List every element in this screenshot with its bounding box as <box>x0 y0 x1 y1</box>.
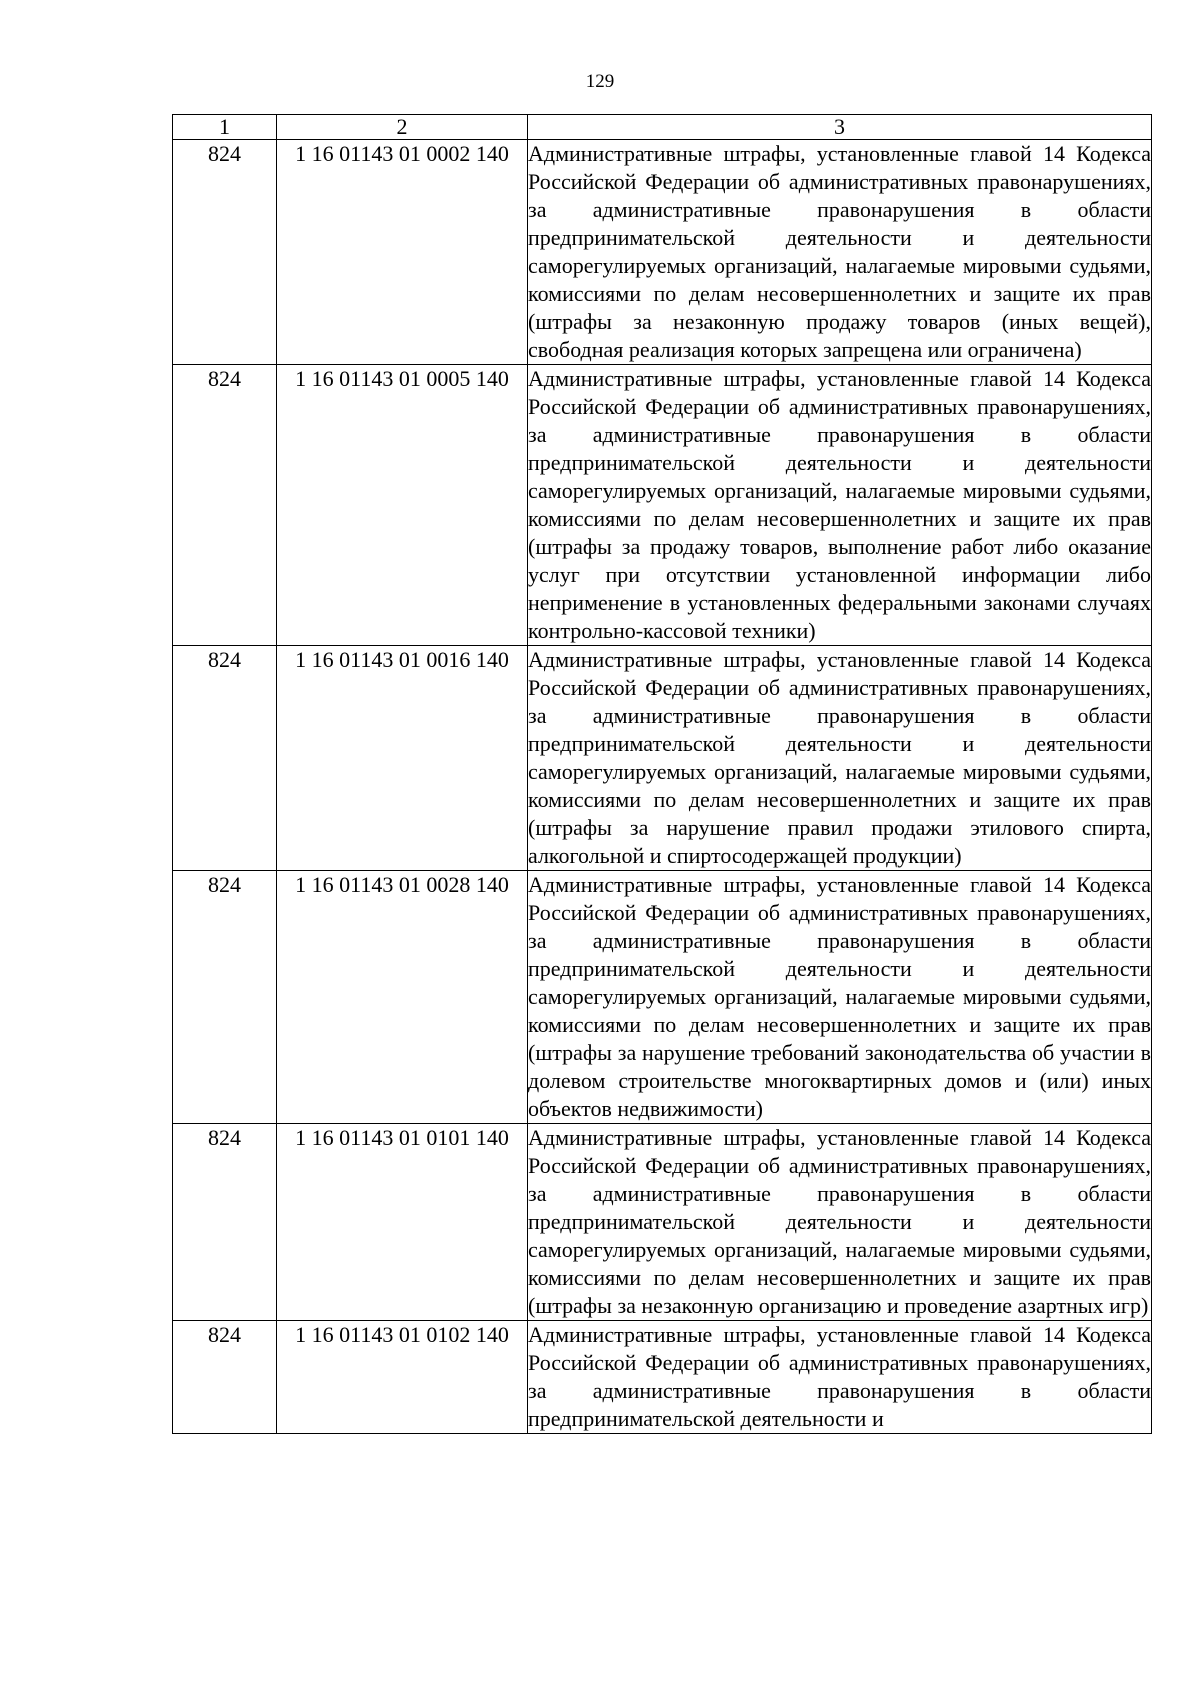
table-row <box>173 871 1152 1124</box>
table-header-row <box>173 115 1152 140</box>
income-description: Административные штрафы, установленные главой 14 Кодекса Российской Федерации об административных правонарушениях, за административные правонарушения в области предпринимательской деятельности и деятельности саморегулируемых организаций, налагаемые мировыми судьями, комиссиями по делам несовершеннолетних и защите их прав (штрафы за нарушение правил продажи этилового спирта, алкогольной и спиртосодержащей продукции) <box>528 646 1152 871</box>
budget-classification-code: 1 16 01143 01 0005 140 <box>277 365 528 646</box>
administrator-code: 824 <box>173 365 277 646</box>
budget-classification-code: 1 16 01143 01 0028 140 <box>277 871 528 1124</box>
administrator-code: 824 <box>173 871 277 1124</box>
budget-classification-code: 1 16 01143 01 0016 140 <box>277 646 528 871</box>
administrator-code: 824 <box>173 140 277 365</box>
budget-classification-table <box>172 114 1152 1434</box>
budget-classification-code: 1 16 01143 01 0002 140 <box>277 140 528 365</box>
income-description: Административные штрафы, установленные главой 14 Кодекса Российской Федерации об административных правонарушениях, за административные правонарушения в области предпринимательской деятельности и <box>528 1321 1152 1434</box>
column-header-1: 1 <box>173 115 277 140</box>
table-row <box>173 1321 1152 1434</box>
income-description: Административные штрафы, установленные главой 14 Кодекса Российской Федерации об административных правонарушениях, за административные правонарушения в области предпринимательской деятельности и деятельности саморегулируемых организаций, налагаемые мировыми судьями, комиссиями по делам несовершеннолетних и защите их прав (штрафы за незаконную продажу товаров (иных вещей), свободная реализация которых запрещена или ограничена) <box>528 140 1152 365</box>
table-row <box>173 646 1152 871</box>
income-description: Административные штрафы, установленные главой 14 Кодекса Российской Федерации об административных правонарушениях, за административные правонарушения в области предпринимательской деятельности и деятельности саморегулируемых организаций, налагаемые мировыми судьями, комиссиями по делам несовершеннолетних и защите их прав (штрафы за продажу товаров, выполнение работ либо оказание услуг при отсутствии установленной информации либо неприменение в установленных федеральными законами случаях контрольно-кассовой техники) <box>528 365 1152 646</box>
budget-classification-code: 1 16 01143 01 0102 140 <box>277 1321 528 1434</box>
administrator-code: 824 <box>173 646 277 871</box>
income-description: Административные штрафы, установленные главой 14 Кодекса Российской Федерации об административных правонарушениях, за административные правонарушения в области предпринимательской деятельности и деятельности саморегулируемых организаций, налагаемые мировыми судьями, комиссиями по делам несовершеннолетних и защите их прав (штрафы за нарушение требований законодательства об участии в долевом строительстве многоквартирных домов и (или) иных объектов недвижимости) <box>528 871 1152 1124</box>
administrator-code: 824 <box>173 1124 277 1321</box>
income-description: Административные штрафы, установленные главой 14 Кодекса Российской Федерации об административных правонарушениях, за административные правонарушения в области предпринимательской деятельности и деятельности саморегулируемых организаций, налагаемые мировыми судьями, комиссиями по делам несовершеннолетних и защите их прав (штрафы за незаконную организацию и проведение азартных игр) <box>528 1124 1152 1321</box>
column-header-3: 3 <box>528 115 1152 140</box>
table-row <box>173 1124 1152 1321</box>
page-number: 129 <box>585 71 615 92</box>
administrator-code: 824 <box>173 1321 277 1434</box>
column-header-2: 2 <box>277 115 528 140</box>
table-row <box>173 140 1152 365</box>
table-row <box>173 365 1152 646</box>
budget-classification-code: 1 16 01143 01 0101 140 <box>277 1124 528 1321</box>
